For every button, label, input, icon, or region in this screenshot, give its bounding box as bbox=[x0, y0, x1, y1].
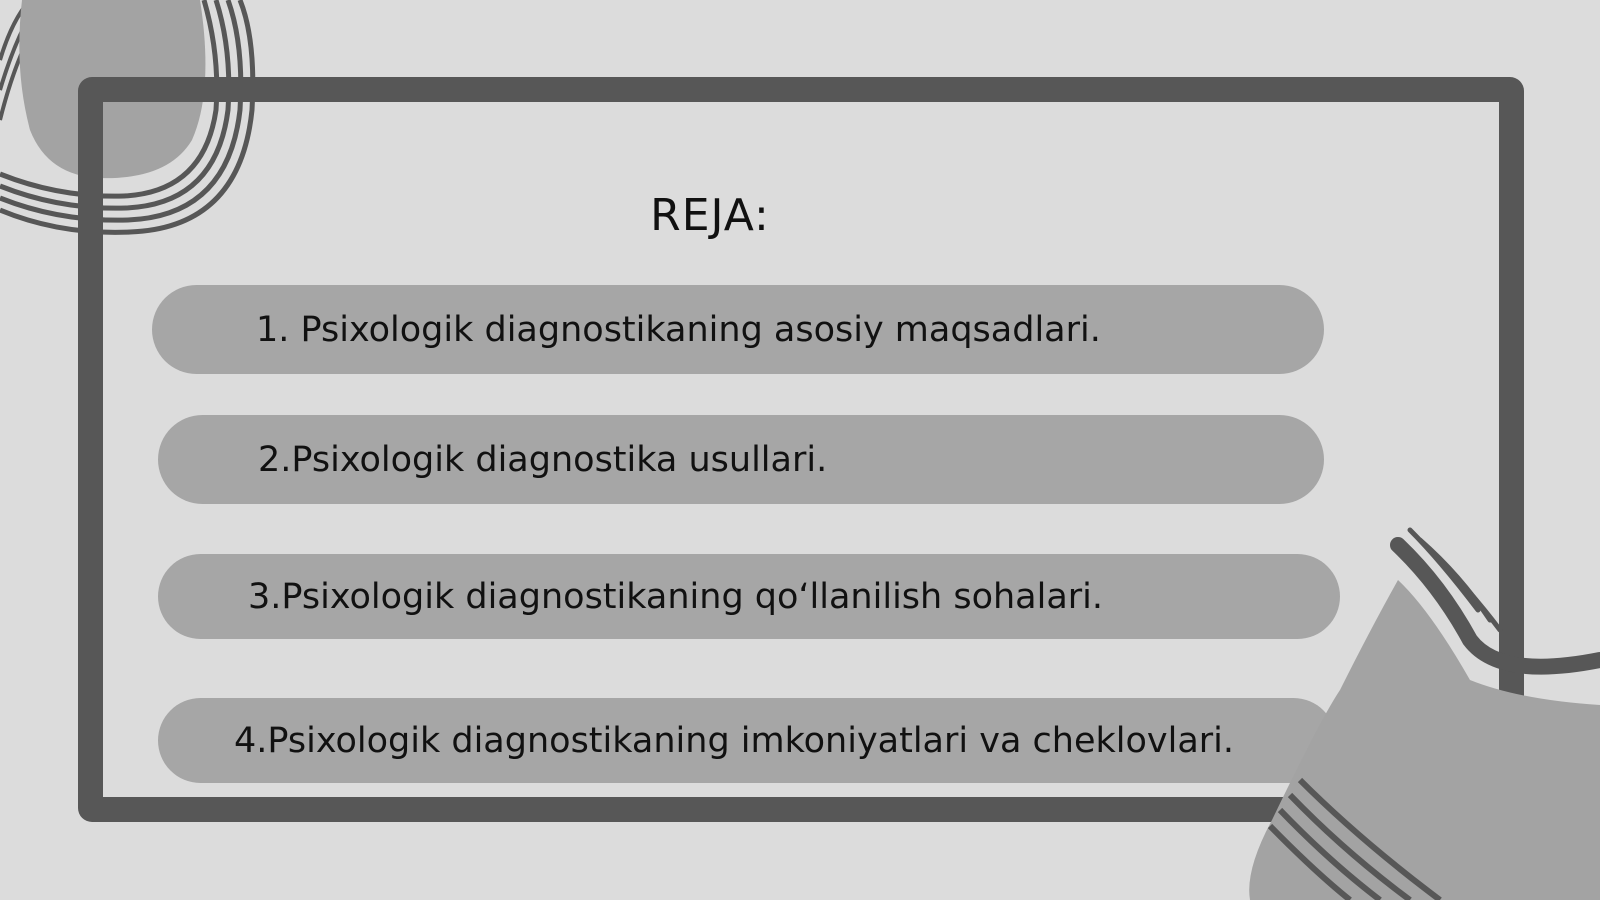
slide-title: REJA: bbox=[650, 190, 770, 241]
plan-item-4 bbox=[158, 698, 1336, 783]
plan-item-1 bbox=[152, 285, 1324, 374]
plan-item-label: 1. Psixologik diagnostikaning asosiy maqsadlari. bbox=[256, 309, 1101, 350]
plan-item-label: 4.Psixologik diagnostikaning imkoniyatlari va cheklovlari. bbox=[234, 720, 1235, 761]
plan-item-label: 3.Psixologik diagnostikaning qo‘llanilish sohalari. bbox=[248, 576, 1104, 617]
plan-item-3 bbox=[158, 554, 1340, 639]
plan-item-2 bbox=[158, 415, 1324, 504]
plan-item-label: 2.Psixologik diagnostika usullari. bbox=[258, 439, 828, 480]
